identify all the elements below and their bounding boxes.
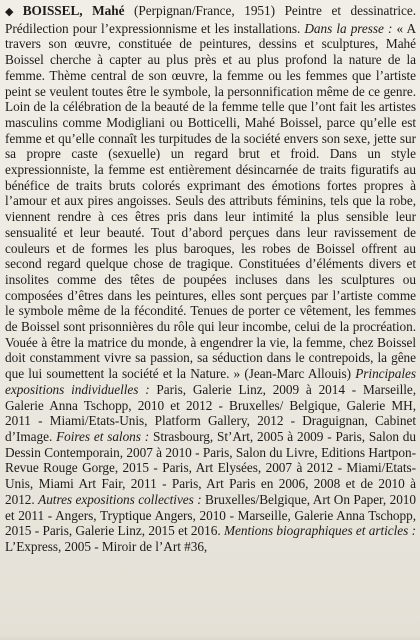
group-exhibitions-text: Bruxelles/Belgique, Art On Paper, 2010 et 2011 - Angers, Tryptique Angers, 2010 - Marseille, Galerie Anna Tschopp, 2015 - Paris, Galerie Linz, 2015 et 2016. — [5, 491, 416, 539]
fairs-label: Foires et salons : — [56, 428, 150, 444]
mentions-label: Mentions biographiques et articles : — [223, 523, 416, 539]
solo-exhibitions-label: Principales expositions individuelles : — [5, 366, 416, 397]
diamond-bullet-icon: ◆ — [5, 6, 20, 18]
artist-entry — [5, 3, 416, 555]
entry-paragraph — [5, 3, 416, 555]
fairs-text: Strasbourg, St’Art, 2005 à 2009 - Paris, Salon du Dessin Contemporain, 2007 à 2010 - Paris, Salon du Livre, Editions Hartpon-Revue Rouge Gorge, 2015 - Paris, Art Elysées, 2007 à 2012 - Miami/Etats-Unis, Miami Art Fair, 2011 - Paris, Art Paris en 2006, 2008 et de 2010 à 2012. — [5, 428, 417, 507]
solo-exhibitions-text: Paris, Galerie Linz, 2009 à 2014 - Marseille, Galerie Anna Tschopp, 2010 et 2012 - Bruxelles/ Belgique, Galerie MH, 2011 - Miami/Etats-Unis, Platform Gallery, 2012 - Draguignan, Cabinet d’Image. — [5, 381, 417, 444]
artist-profession: Peintre et dessinatrice. Prédilection pour l’expressionnisme et les installations. — [5, 3, 416, 36]
group-exhibitions-label: Autres expositions collectives : — [38, 491, 202, 507]
press-quote: « A travers son œuvre, constituée de peintures, dessins et sculptures, Mahé Boissel cherche à capter au plus près et au plus profond la nature de la femme. Thème central de son œuvre, la femme ou les femmes que l’artiste peint se veulent toutes être le symbole, la personnification même de ce genre. Loin de la célébration de la beauté de la femme telle que l’ont fait les artistes masculins comme Modigliani ou Botticelli, Mahé Boissel, parce qu’elle est femme et qu’elle connaît les turpitudes de la société envers son sexe, jette sur sa propre caste (sexuelle) un regard brut et froid. Dans un style expressionniste, la femme est entièrement désincarnée de traits figuratifs au bénéfice de traits bruts colorés exprimant des émotions fortes propres à l’amour et aux pires angoisses. Seuls des attributs féminins, tels que la robe, viennent rendre à ces êtres pris dans leur intimité la plus sensible leur sensualité et leur beauté. Tout d’abord perçues dans leur ravissement de couleurs et de formes les plus baroques, les robes de Boissel offrent au second regard quelque chose de tragique. Constituées d’éléments divers et insolites comme des têtes de poupées incluses dans les sculptures ou composées d’êtres dans les peintures, elles sont perçues par l’artiste comme le symbole même de la fécondité. Tenues de porter ce vêtement, les femmes de Boissel sont prisonnières du rôle qui leur incombe, celui de la procréation. Vouée à être la matrice du monde, à engendrer la vie, la femme, chez Boissel doit constamment vivre sa passion, sa séduction dans le contrepoids, la gêne que lui soumettent la société et la Nature. » (Jean-Marc Allouis) — [5, 20, 417, 382]
artist-origin: (Perpignan/France, 1951) — [134, 3, 275, 18]
page-shadow — [0, 634, 420, 640]
artist-name: BOISSEL, Mahé — [22, 3, 125, 18]
mentions-text: L’Express, 2005 - Miroir de l’Art #36, — [5, 538, 208, 554]
press-label: Dans la presse : — [304, 20, 393, 36]
